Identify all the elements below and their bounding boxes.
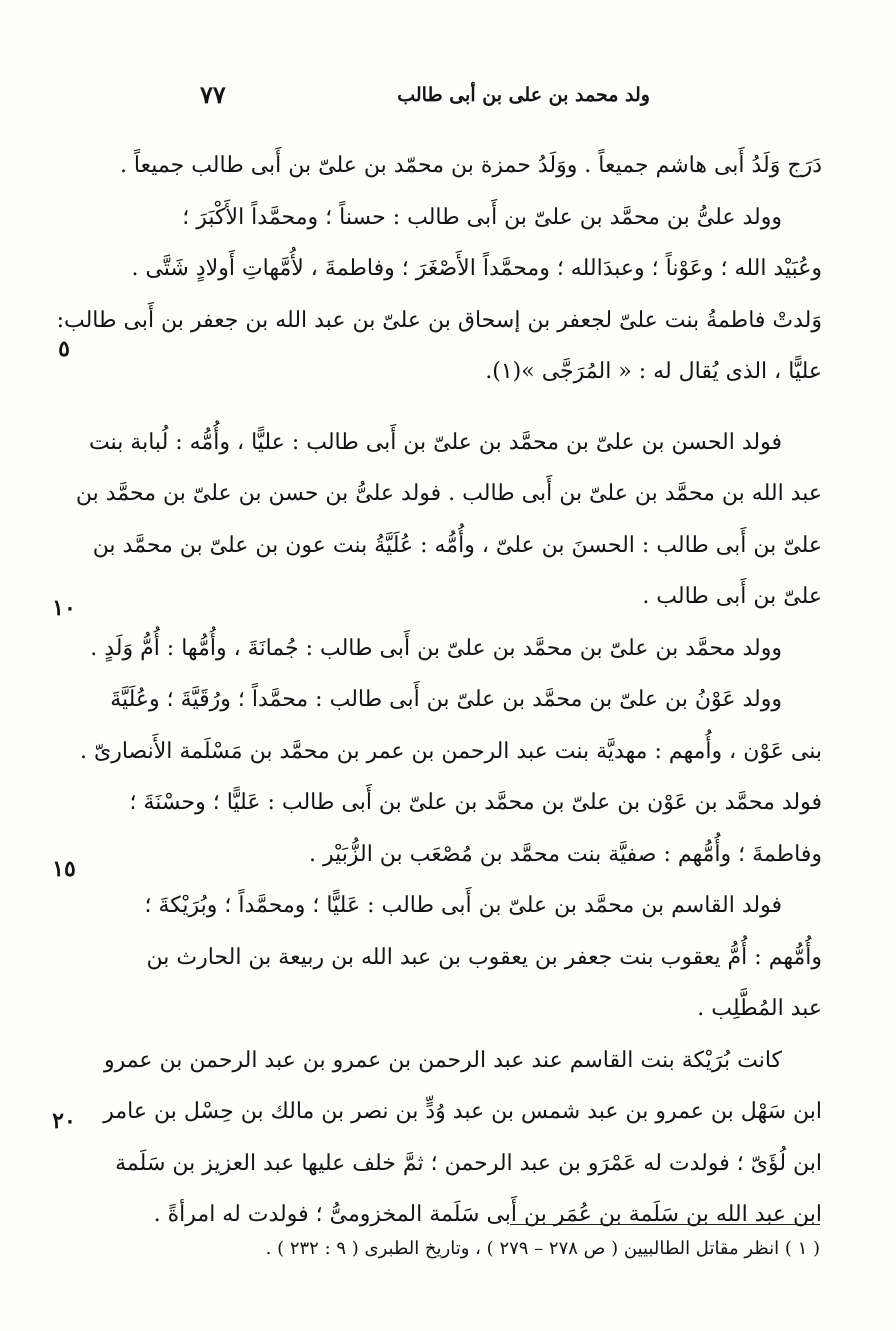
text-line: فولد الحسن بن علىّ بن محمَّد بن علىّ بن أَبى طالب : عليًّا ، وأُمُّه : لُبابة بنت: [88, 429, 782, 455]
text-line: علىّ بن أَبى طالب .: [642, 584, 822, 609]
text-line: وولد عَوْنُ بن علىّ بن محمَّد بن علىّ بن أَبى طالب : محمَّداً ؛ ورُقَيَّةَ ؛ وعُلَيَّةَ: [110, 687, 782, 712]
text-line: عبد المُطَّلِب .: [697, 996, 822, 1021]
text-line: وولد علىُّ بن محمَّد بن علىّ بن أَبى طالب : حسناً ؛ ومحمَّداً الأَكْبَرَ ؛: [182, 204, 782, 230]
text-line: وأُمُّهم : أُمُّ يعقوب بنت جعفر بن يعقوب بن عبد الله بن ربيعة بن الحارث بن: [146, 944, 822, 970]
text-line: عبد الله بن محمَّد بن علىّ بن أَبى طالب . فولد علىُّ بن حسن بن علىّ بن محمَّد بن: [75, 481, 822, 506]
paragraph-3: [80, 623, 822, 881]
paragraph-2: [75, 417, 822, 623]
page-header: [150, 78, 820, 118]
footnote: ( ١ ) انظر مقاتل الطالبيين ( ص ٢٧٨ – ٢٧٩ ) ، وتاريخ الطبرى ( ٩ : ٢٣٢ ) .: [265, 1238, 820, 1259]
text-line: دَرَج وَلَدُ أَبى هاشم جميعاً . ووَلَدُ حمزة بن محمّد بن علىّ بن أَبى طالب جميعاً .: [119, 153, 822, 178]
paragraph-1: [56, 140, 822, 398]
line-number-20: ٢٠: [52, 1108, 76, 1134]
text-line: فولد القاسم بن محمَّد بن علىّ بن أَبى طالب : عَليًّا ؛ ومحمَّداً ؛ وبُرَيْكةَ ؛: [144, 893, 782, 918]
footnote-divider: [510, 1224, 820, 1225]
paragraph-5: [103, 1035, 822, 1241]
text-line: وفاطمةَ ؛ وأُمُّهم : صفيَّة بنت محمَّد بن مُصْعَب بن الزُّبَيْر .: [308, 841, 822, 867]
page-number: ٧٧: [200, 80, 226, 109]
text-line: فولد محمَّد بن عَوْن بن علىّ بن محمَّد بن علىّ بن أَبى طالب : عَليًّا ؛ وحسْنَةَ ؛: [129, 790, 822, 815]
line-number-5: ٥: [58, 336, 70, 362]
text-line: وعُبَيْد الله ؛ وعَوْناً ؛ وعبدَالله ؛ ومحمَّداً الأَصْغَرَ ؛ وفاطمةَ ، لأُمَّهاتِ أَولادٍ شَتَّى .: [131, 256, 822, 281]
line-number-15: ١٥: [52, 856, 76, 882]
text-line: وَلدتْ فاطمةُ بنت علىّ لجعفر بن إسحاق بن علىّ بن عبد الله بن جعفر بن أَبى طالب:: [56, 307, 822, 333]
text-line: ابن سَهْل بن عمرو بن عبد شمس بن عبد وُدٍّ بن نصر بن مالك بن حِسْل بن عامر: [103, 1099, 822, 1124]
text-line: وولد محمَّد بن علىّ بن محمَّد بن علىّ بن أَبى طالب : جُمانَةَ ، وأُمُّها : أُمُّ وَلَدٍ .: [90, 635, 782, 661]
text-line: بنى عَوْن ، وأُمهم : مهديَّة بنت عبد الرحمن بن عمر بن محمَّد بن مَسْلَمة الأَنصارىّ .: [80, 738, 822, 764]
line-number-10: ١٠: [52, 595, 76, 621]
running-title: ولد محمد بن على بن أبى طالب: [397, 84, 650, 106]
text-line: كانت بُرَيْكة بنت القاسم عند عبد الرحمن بن عمرو بن عبد الرحمن بن عمرو: [103, 1047, 782, 1073]
text-line: علىّ بن أَبى طالب : الحسنَ بن علىّ ، وأُمُّه : عُلَيَّةُ بنت عون بن علىّ بن محمَّد بن: [92, 532, 822, 558]
paragraph-4: [144, 880, 822, 1035]
text-line: ابن عبد الله بن سَلَمة بن عُمَر بن أَبى سَلَمة المخزومىُّ ؛ فولدت له امرأةً .: [153, 1202, 822, 1227]
text-line: عليًّا ، الذى يُقال له : « المُرَجَّى »(١).: [485, 359, 822, 384]
text-line: ابن لُؤَىّ ؛ فولدت له عَمْرَو بن عبد الرحمن ؛ ثمَّ خلف عليها عبد العزيز بن سَلَمة: [115, 1150, 822, 1176]
